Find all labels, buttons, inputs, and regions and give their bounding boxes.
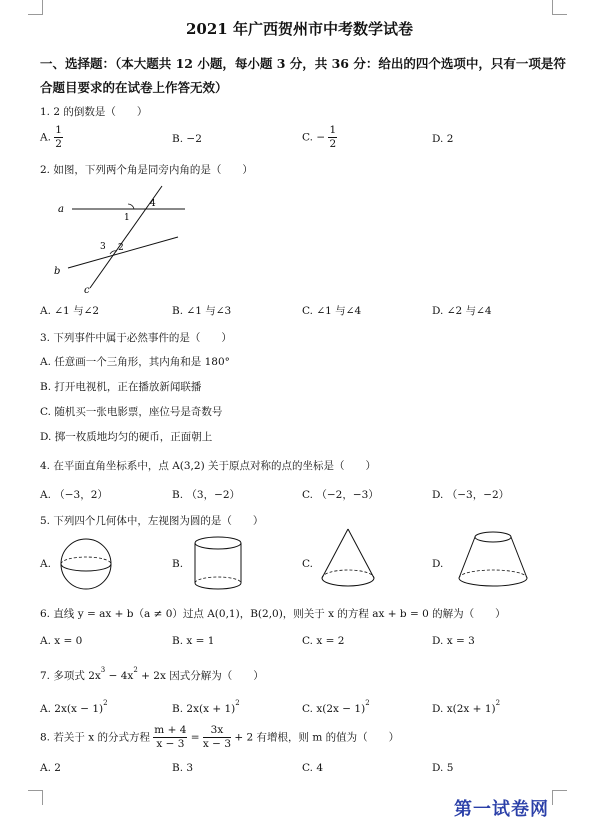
watermark-logo: 第一试卷网 xyxy=(454,799,549,820)
angle-label-1: 1 xyxy=(124,213,130,223)
q2-stem: 2. 如图，下列两个角是同旁内角的是（ ） xyxy=(40,164,253,176)
q1-option-b: B. −2 xyxy=(172,133,202,145)
section-heading: 一、选择题：（本大题共 12 小题，每小题 3 分，共 36 分：给出的四个选项中，只有一项是符合题目要求的在试卷上作答无效） xyxy=(40,56,566,95)
label-a: a xyxy=(58,204,64,215)
q5-option-a: A. xyxy=(40,558,51,570)
angle-label-2: 2 xyxy=(118,243,124,253)
q7-option-a: A. $2x(x - 1)^2$ xyxy=(40,699,108,715)
q7-option-c: C. $x(2x - 1)^2$ xyxy=(302,699,370,715)
fraction: $\frac{1}{2}$ xyxy=(55,124,62,150)
q2-option-b: B. ∠1 与∠3 xyxy=(172,305,232,317)
q8-option-c: C. 4 xyxy=(302,762,324,774)
page-title: 2021 年广西贺州市中考数学试卷 xyxy=(186,20,413,38)
crop-mark-bottom-right xyxy=(552,790,567,805)
crop-mark-top-left xyxy=(28,0,43,15)
fraction: $\frac{1}{2}$ xyxy=(329,124,337,150)
q1-option-a: A. $\frac{1}{2}$ xyxy=(40,124,62,150)
q1-option-d: D. 2 xyxy=(432,133,454,145)
q3-option-b: B. 打开电视机，正在播放新闻联播 xyxy=(40,381,202,393)
frustum-figure xyxy=(454,528,532,592)
q4-option-b: B. （3，−2） xyxy=(172,489,241,501)
q5-option-d: D. xyxy=(432,558,444,570)
q6-option-c: C. x = 2 xyxy=(302,635,345,647)
q6-option-b: B. x = 1 xyxy=(172,635,215,647)
fraction: $\frac{m + 4}{x - 3}$ xyxy=(154,724,187,750)
q7-option-b: B. $2x(x + 1)^2$ xyxy=(172,699,240,715)
q1-stem: 1. 2 的倒数是（ ） xyxy=(40,106,148,118)
q4-option-a: A. （−3，2） xyxy=(40,489,108,501)
q5-option-b: B. xyxy=(172,558,184,570)
q5-stem: 5. 下列四个几何体中，左视图为圆的是（ ） xyxy=(40,515,264,527)
crop-mark-bottom-left xyxy=(28,790,43,805)
q2-option-d: D. ∠2 与∠4 xyxy=(432,305,492,317)
label-c: c xyxy=(84,285,90,294)
q8-option-b: B. 3 xyxy=(172,762,194,774)
q2-option-c: C. ∠1 与∠4 xyxy=(302,305,362,317)
q7-stem: 7. 多项式 $2x^3 - 4x^2 + 2x$ 因式分解为（ ） xyxy=(40,666,264,682)
q3-option-c: C. 随机买一张电影票，座位号是奇数号 xyxy=(40,406,223,418)
angle-label-3: 3 xyxy=(100,242,106,252)
q5-option-c: C. xyxy=(302,558,313,570)
q3-stem: 3. 下列事件中属于必然事件的是（ ） xyxy=(40,332,232,344)
q2-figure xyxy=(50,182,190,294)
q1-option-c: C. − $\frac{1}{2}$ xyxy=(302,124,337,150)
q2-option-a: A. ∠1 与∠2 xyxy=(40,305,100,317)
q3-option-d: D. 掷一枚质地均匀的硬币，正面朝上 xyxy=(40,431,213,443)
q8-stem: 8. 若关于 x 的分式方程 $\frac{m + 4}{x - 3}$ = $\frac{3x}{x - 3}$ + 2 有增根，则 m 的值为（ ） xyxy=(40,724,400,750)
q6-option-a: A. x = 0 xyxy=(40,635,83,647)
q7-option-d: D. $x(2x + 1)^2$ xyxy=(432,699,501,715)
q3-option-a: A. 任意画一个三角形，其内角和是 180° xyxy=(40,356,230,368)
q4-option-d: D. （−3，−2） xyxy=(432,489,510,501)
sphere-figure xyxy=(58,536,114,592)
q6-stem: 6. 直线 y = ax + b（a ≠ 0）过点 A(0,1)，B(2,0)，则关于 x 的方程 ax + b = 0 的解为（ ） xyxy=(40,608,506,620)
fraction: $\frac{3x}{x - 3}$ xyxy=(202,724,231,750)
q8-option-d: D. 5 xyxy=(432,762,454,774)
angle-arc xyxy=(128,204,134,209)
q4-stem: 4. 在平面直角坐标系中，点 A(3,2) 关于原点对称的点的坐标是（ ） xyxy=(40,460,377,472)
crop-mark-top-right xyxy=(552,0,567,15)
cylinder-figure xyxy=(190,534,246,594)
label-b: b xyxy=(54,266,61,277)
angle-label-4: 4 xyxy=(150,199,156,209)
q6-option-d: D. x = 3 xyxy=(432,635,475,647)
q4-option-c: C. （−2，−3） xyxy=(302,489,379,501)
q8-option-a: A. 2 xyxy=(40,762,61,774)
cone-figure xyxy=(318,526,378,592)
